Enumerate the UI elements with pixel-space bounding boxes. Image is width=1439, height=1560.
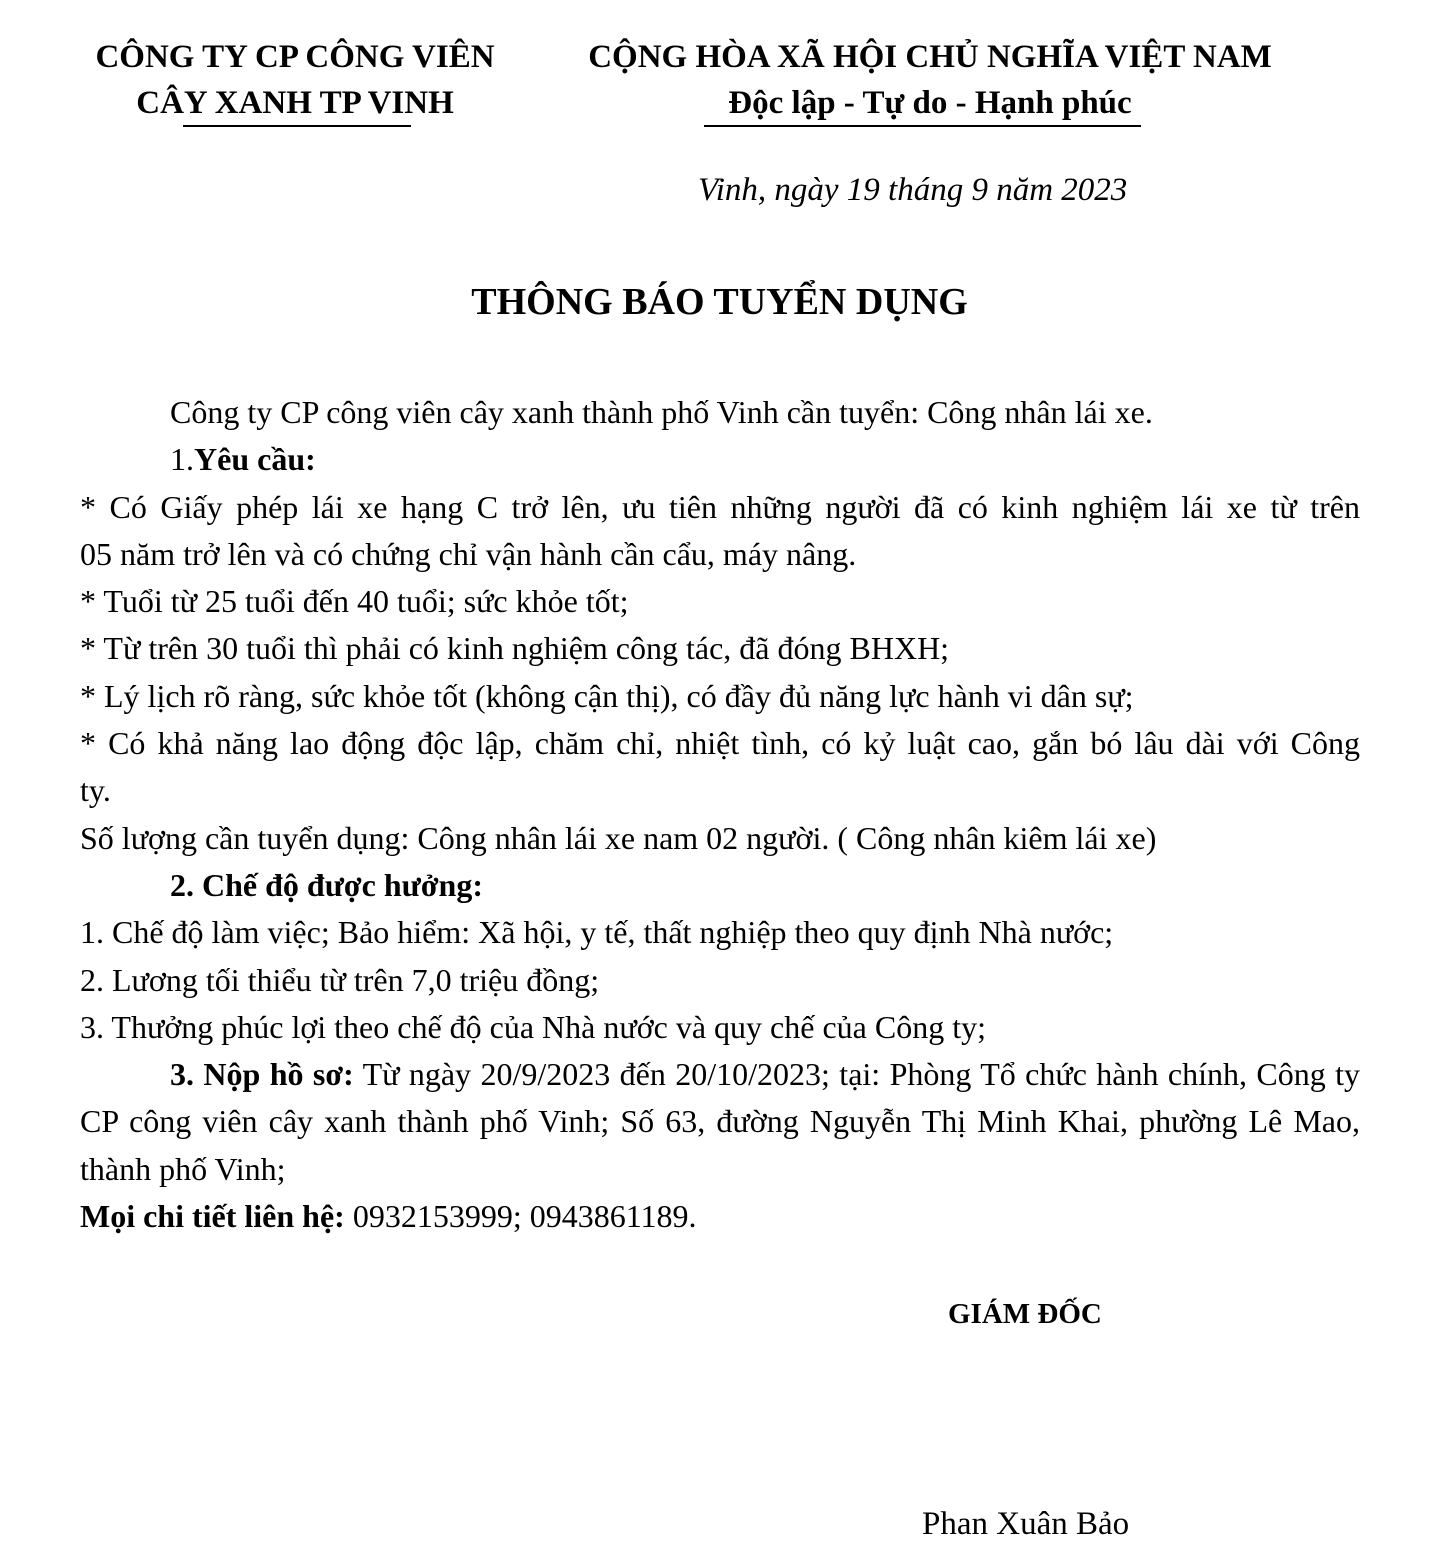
section-1-number: 1. [170, 441, 194, 478]
company-name-line2: CÂY XANH TP VINH [136, 85, 454, 121]
benefit-2: 2. Lương tối thiểu từ trên 7,0 triệu đồng; [80, 961, 600, 998]
section-3-paragraph [80, 1051, 1360, 1193]
national-motto: Độc lập - Tự do - Hạnh phúc [728, 85, 1132, 121]
requirement-3: * Từ trên 30 tuổi thì phải có kinh nghiệm công tác, đã đóng BHXH; [80, 630, 950, 667]
section-1-title: Yêu cầu: [194, 441, 316, 478]
section-2-title: 2. Chế độ được hưởng: [170, 866, 483, 903]
requirement-4: * Lý lịch rõ ràng, sức khỏe tốt (không cận thị), có đầy đủ năng lực hành vi dân sự; [80, 677, 1134, 714]
requirement-1-line-2: 05 năm trở lên và có chứng chỉ vận hành cần cẩu, máy nâng. [80, 535, 857, 572]
quantity-line: Số lượng cần tuyển dụng: Công nhân lái xe nam 02 người. ( Công nhân kiêm lái xe) [80, 819, 1157, 856]
contact-line [80, 1193, 1360, 1240]
section-1-heading [80, 436, 1360, 483]
section-2-heading [80, 862, 1360, 909]
contact-phones: 0932153999; 0943861189. [352, 1198, 697, 1235]
benefit-1: 1. Chế độ làm việc; Bảo hiểm: Xã hội, y tế, thất nghiệp theo quy định Nhà nước; [80, 914, 1114, 951]
document-body [80, 389, 1360, 1240]
signature-name: Phan Xuân Bảo [922, 1506, 1130, 1542]
document-title: THÔNG BÁO TUYỂN DỤNG [471, 281, 968, 323]
requirement-5-line-2: ty. [80, 772, 111, 809]
signature-title: GIÁM ĐỐC [948, 1298, 1102, 1330]
contact-label: Mọi chi tiết liên hệ: [80, 1198, 345, 1235]
requirement-1-line-1: * Có Giấy phép lái xe hạng C trở lên, ưu tiên những người đã có kinh nghiệm lái xe từ trên [80, 488, 1360, 525]
motto-underline [704, 125, 1141, 127]
benefit-3: 3. Thưởng phúc lợi theo chế độ của Nhà nước và quy chế của Công ty; [80, 1008, 986, 1045]
requirement-2: * Tuổi từ 25 tuổi đến 40 tuổi; sức khỏe tốt; [80, 583, 629, 620]
section-3-title: 3. Nộp hồ sơ: [170, 1056, 354, 1093]
company-header [60, 34, 530, 126]
requirement-5-line-1: * Có khả năng lao động độc lập, chăm chỉ, nhiệt tình, có kỷ luật cao, gắn bó lâu dài với Công [80, 725, 1360, 762]
section-3-text: Từ ngày 20/9/2023 đến 20/10/2023; tại: Phòng Tổ chức hành chính, Công ty CP công viên cây xanh thành phố Vinh; Số 63, đường Nguyễn Thị Minh Khai, phường Lê Mao, thành phố Vinh; [80, 1056, 1361, 1187]
country-name: CỘNG HÒA XÃ HỘI CHỦ NGHĨA VIỆT NAM [588, 39, 1272, 75]
document-date: Vinh, ngày 19 tháng 9 năm 2023 [698, 172, 1128, 208]
national-header [560, 34, 1300, 126]
company-underline [183, 125, 411, 127]
company-name-line1: CÔNG TY CP CÔNG VIÊN [95, 39, 495, 75]
intro-paragraph: Công ty CP công viên cây xanh thành phố Vinh cần tuyển: Công nhân lái xe. [170, 394, 1153, 430]
